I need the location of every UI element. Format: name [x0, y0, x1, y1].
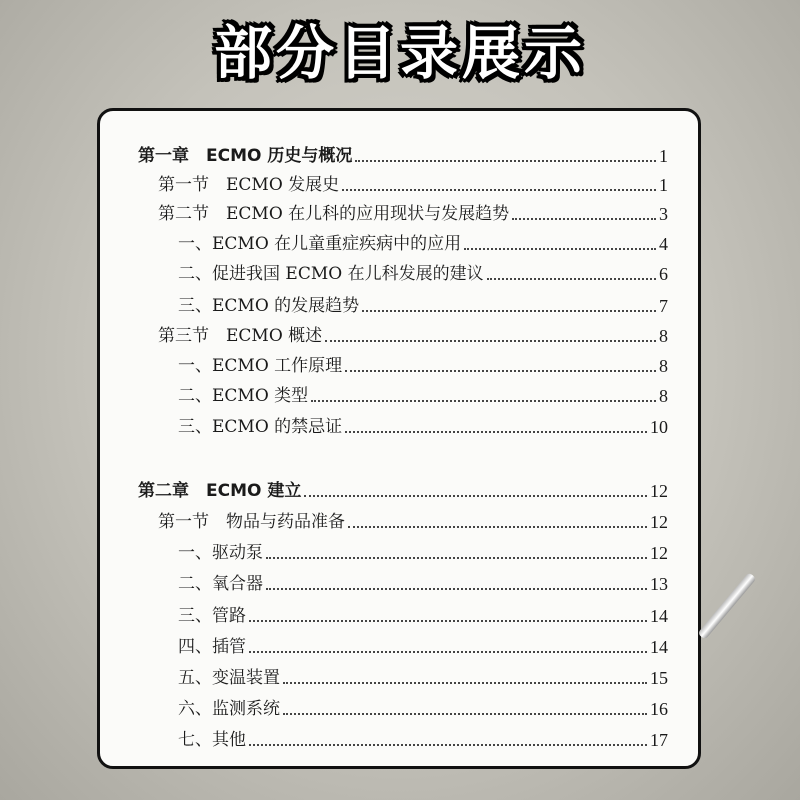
dot-leader: [345, 431, 647, 433]
table-of-contents: [100, 111, 698, 766]
banner-title: 部分目录展示: [213, 19, 586, 87]
toc-entry: [178, 232, 668, 256]
toc-entry: [178, 697, 668, 721]
toc-entry: [178, 384, 668, 408]
toc-entry-page: 4: [659, 234, 668, 254]
toc-entry-title: 第一章 ECMO 历史与概况: [138, 146, 353, 166]
dot-leader: [266, 557, 647, 559]
toc-entry: [138, 479, 668, 503]
toc-entry: [178, 294, 668, 318]
toc-entry: [178, 541, 668, 565]
dot-leader: [266, 588, 647, 590]
toc-entry-page: 7: [659, 296, 668, 316]
toc-entry-page: 16: [650, 699, 668, 719]
toc-entry: [178, 635, 668, 659]
toc-entry-page: 15: [650, 668, 668, 688]
dot-leader: [362, 310, 656, 312]
toc-entry: [158, 173, 668, 197]
toc-entry: [178, 415, 668, 439]
dot-leader: [348, 526, 647, 528]
toc-entry: [158, 324, 668, 348]
toc-entry-page: 6: [659, 264, 668, 284]
toc-entry-title: 第二章 ECMO 建立: [138, 481, 302, 501]
toc-entry: [178, 728, 668, 752]
toc-entry: [178, 572, 668, 596]
toc-entry: [178, 262, 668, 286]
toc-entry-page: 14: [650, 606, 668, 626]
dot-leader: [249, 620, 647, 622]
toc-entry-title: 一、驱动泵: [178, 543, 263, 563]
toc-entry-title: 第一节 ECMO 发展史: [158, 175, 340, 195]
dot-leader: [304, 495, 647, 497]
toc-entry-title: 第二节 ECMO 在儿科的应用现状与发展趋势: [158, 204, 510, 224]
toc-entry-title: 一、ECMO 工作原理: [178, 356, 343, 376]
toc-entry-page: 17: [650, 730, 668, 750]
toc-entry-page: 1: [659, 175, 668, 195]
dot-leader: [249, 651, 647, 653]
toc-entry-page: 10: [650, 417, 668, 437]
dot-leader: [325, 340, 656, 342]
toc-entry: [158, 202, 668, 226]
toc-entry-title: 三、ECMO 的发展趋势: [178, 296, 360, 316]
toc-entry-title: 二、氧合器: [178, 574, 263, 594]
dot-leader: [283, 713, 647, 715]
dot-leader: [512, 218, 656, 220]
toc-card: [97, 108, 701, 769]
toc-entry-page: 8: [659, 386, 668, 406]
toc-entry-page: 1: [659, 146, 668, 166]
dot-leader: [464, 248, 656, 250]
toc-entry-title: 七、其他: [178, 730, 246, 750]
dot-leader: [487, 278, 656, 280]
toc-entry: [178, 666, 668, 690]
dot-leader: [355, 160, 656, 162]
toc-entry-title: 第三节 ECMO 概述: [158, 326, 323, 346]
toc-entry-page: 8: [659, 326, 668, 346]
dot-leader: [345, 370, 656, 372]
toc-entry-page: 13: [650, 574, 668, 594]
decorative-brush-stroke: [697, 572, 756, 640]
toc-entry-title: 一、ECMO 在儿童重症疾病中的应用: [178, 234, 462, 254]
toc-entry-page: 8: [659, 356, 668, 376]
dot-leader: [249, 744, 647, 746]
toc-entry-title: 三、管路: [178, 606, 246, 626]
toc-entry: [158, 510, 668, 534]
toc-entry-title: 三、ECMO 的禁忌证: [178, 417, 343, 437]
toc-entry: [178, 354, 668, 378]
toc-entry-title: 二、ECMO 类型: [178, 386, 309, 406]
toc-entry-title: 六、监测系统: [178, 699, 280, 719]
toc-entry-page: 12: [650, 481, 668, 501]
toc-entry-page: 12: [650, 512, 668, 532]
dot-leader: [283, 682, 647, 684]
toc-entry: [178, 604, 668, 628]
dot-leader: [311, 400, 656, 402]
toc-entry-page: 3: [659, 204, 668, 224]
toc-entry-title: 第一节 物品与药品准备: [158, 512, 345, 532]
dot-leader: [342, 189, 656, 191]
toc-entry-page: 12: [650, 543, 668, 563]
toc-entry-title: 五、变温装置: [178, 668, 280, 688]
toc-entry-page: 14: [650, 637, 668, 657]
toc-entry-title: 二、促进我国 ECMO 在儿科发展的建议: [178, 264, 484, 284]
toc-entry: [138, 144, 668, 168]
toc-entry-title: 四、插管: [178, 637, 246, 657]
